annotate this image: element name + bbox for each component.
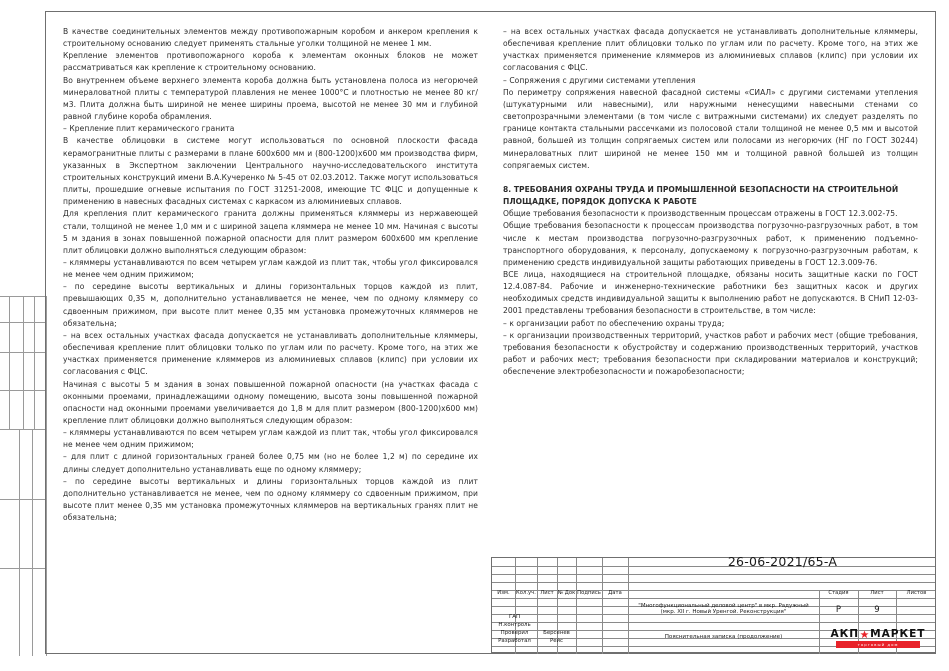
paragraph: Общие требования безопасности к процессам производства погрузочно-разгрузочных работ, в том числе к местам производства погрузочно-разгрузочных работ, к применению подъемно-транспортного оборудования, к персоналу, допускаемому к погрузочно-разгрузочным работам, к применению средств индивидуальной защиты работающих приведены в ГОСТ 12.3.009-76. [503, 221, 918, 267]
sheets-header: Листов [906, 590, 927, 597]
list-item: – на всех остальных участках фасада допускается не устанавливать дополнительные кляммеры, обеспечивая крепление плит облицовки только по углам или по расчету. Кроме того, на этих же участках применяется применение кляммеров из алюминиевых сплавов (клипс) при условии их согласования с ФЦС. [63, 330, 478, 377]
list-item: – по середине высоты вертикальных и длины горизонтальных торцов каждой из плит дополнительно устанавливается не менее, чем по одному кляммеру со сдвоенным прижимом, при высоте плит менее 0,35 мм установка промежуточных кляммеров на вертикальных гранях плит не обязательна; [63, 476, 478, 523]
role-label-developed: Разработал [498, 638, 531, 645]
paragraph: Крепление элементов противопожарного короба к элементам оконных блоков не может рассматриваться как крепление к строительному основанию. [63, 51, 478, 73]
role-name [537, 598, 576, 606]
sheet-header: Лист [870, 590, 884, 597]
list-item: – по середине высоты вертикальных и длины горизонтальных торцов каждой из плит, превышающих 0,35 м, дополнительно устанавливается не менее, чем по одному кляммеру со сдвоенным прижимом, при высоте плит менее 0,35 мм установка промежуточных кляммеров не обязательна; [63, 282, 478, 328]
role-label-checked: Проверил [500, 630, 529, 637]
role-label-ncontrol: Н.контроль [498, 622, 531, 629]
subheading: – Крепление плит керамического гранита [63, 124, 235, 134]
object-name: "Многофункциональный деловой центр" в мкр. Радужный (мкр. XII г. Новый Уренгой. Реконструкция" [638, 603, 809, 615]
sheets-value [896, 598, 937, 622]
text-columns [63, 26, 919, 546]
column-header-list: Лист [540, 590, 554, 597]
right-text-column [503, 26, 918, 546]
paragraph: Начиная с высоты 5 м здания в зонах повышенной пожарной опасности (на участках фасада с оконными проемами, принадлежащими одному помещению, высота зоны повышенной пожарной опасности над оконными проемами увеличивается до 1,8 м для плит размером (800-1200)x600 мм) крепление плит облицовки должно выполняться следующим образом: [63, 379, 478, 425]
list-item: – на всех остальных участках фасада допускается не устанавливать дополнительные кляммеры, обеспечивая крепление плит облицовки только по углам или по расчету. Кроме того, на этих же участках применяется применение кляммеров из алюминиевых сплавов (клипс) при условии их согласования с ФЦС. [503, 27, 918, 73]
column-header-kol-uch: Кол.уч. [516, 590, 536, 597]
paragraph: В качестве облицовки в системе могут использоваться по основной плоскости фасада керамогранитные плиты с размерами в плане 600x600 мм и (800-1200)x600 мм производства фирм, указанных в Экспертном заключении Центрального научно-исследовательского института строительных конструкций имени В.А.Кучеренко № 5-45 от 02.03.2012. Также могут использоваться плиты, прошедшие огневые испытания по ГОСТ 31251-2008, имеющие ТС ФЦС и допущенные к применению в навесных фасадных системах с каркасом из алюминиевых сплавов. [63, 136, 478, 207]
logo-wordmark [831, 628, 926, 640]
left-margin-stamp [0, 296, 47, 656]
role-name [537, 614, 576, 622]
list-item: – к организации производственных территорий, участков работ и рабочих мест (общие требования, требования безопасности к обустройству и содержанию производственных территорий, участков работ и рабочих мест; требования безопасности при складировании материалов и конструкций; обеспечение электробезопасности и пожаробезопасности; [503, 330, 918, 377]
sheet-value: 9 [874, 604, 880, 615]
role-label [492, 598, 537, 606]
stage-header: Стадия [828, 590, 849, 597]
role-name [537, 622, 576, 630]
left-text-column [63, 26, 478, 546]
company-logo [819, 622, 937, 654]
column-header-date: Дата [608, 590, 622, 597]
column-header-izm: Изм. [497, 590, 510, 597]
document-number: 26-06-2021/65-A [727, 554, 838, 570]
paragraph: Во внутреннем объеме верхнего элемента короба должна быть установлена полоса из негорючей минераловатной плиты с температурой плавления не менее 1000°С и плотностью не менее 80 кг/м3. Плита должна быть шириной не менее ширины проема, высотой не менее 30 мм и глубиной равной глубине короба обрамления. [63, 75, 478, 122]
list-item: – кляммеры устанавливаются по всем четырем углам каждой из плит так, чтобы угол фиксировался не менее чем одним прижимом; [63, 257, 478, 280]
list-item: – к организации работ по обеспечению охраны труда; [503, 318, 725, 328]
stage-value: Р [835, 604, 842, 615]
list-item: – кляммеры устанавливаются по всем четырем углам каждой из плит так, чтобы угол фиксировался не менее чем одним прижимом; [63, 428, 478, 450]
section-heading: 8. ТРЕБОВАНИЯ ОХРАНЫ ТРУДА И ПРОМЫШЛЕННОЙ БЕЗОПАСНОСТИ НА СТРОИТЕЛЬНОЙ ПЛОЩАДКЕ, ПОРЯДОК ДОПУСКА К РАБОТЕ [503, 184, 899, 207]
paragraph: По периметру сопряжения навесной фасадной системы «СИАЛ» с другими системами утепления (штукатурными или навесными), или наружными ненесущими навесными стенами со светопрозрачными элементами (в том числе с витражными системами) их следует разделять по границе контакта стальными рассечками из полосовой стали толщиной не менее 0,5 мм и высотой равной, большей из толщин сопрягаемых систем или полосами из негорючих (НГ по ГОСТ 30244) минераловатных плит шириной не менее 150 мм и толщиной равной большей из толщин сопрягаемых систем. [503, 87, 918, 170]
column-header-signature: Подпись [577, 590, 601, 597]
logo-tagline-bar [836, 641, 920, 648]
paragraph: В качестве соединительных элементов между противопожарным коробом и анкером крепления к строительному основанию следует применять стальные уголки толщиной не менее 1 мм. [63, 27, 478, 49]
subheading: – Сопряжения с другими системами утепления [503, 75, 696, 85]
column-header-doc-no: № Док [557, 590, 576, 597]
logo-text-market: МАРКЕТ [870, 627, 926, 640]
role-label [492, 606, 537, 614]
title-block [491, 554, 936, 653]
list-item: – для плит с длиной горизонтальных граней более 0,75 мм (но не более 1,2 м) по середине их длины следует дополнительно устанавливать еще по одному кляммеру; [63, 452, 478, 474]
role-name-checked: Берсенев [543, 630, 570, 637]
role-label-gap: ГАП [508, 614, 521, 621]
logo-tagline: торговый дом [857, 642, 899, 648]
star-icon [860, 630, 869, 639]
role-name-developed: Рейс [549, 638, 564, 645]
paragraph: ВСЕ лица, находящиеся на строительной площадке, обязаны носить защитные каски по ГОСТ 12.4.087-84. Рабочие и инженерно-технические работники без защитных касок и других необходимых средств индивидуальной защиты к выполнению работ не допускаются. В СНиП 12-03-2001 представлены требования безопасности в строительстве, в том числе: [503, 269, 918, 316]
logo-text-akp: АКП [830, 627, 860, 640]
paragraph: Для крепления плит керамического гранита должны применяться кляммеры из нержавеющей стали, толщиной не менее 1,0 мм и с шириной зацепа кляммера не менее 10 мм. Начиная с высоты 5 м здания в зонах повышенной пожарной опасности для плит размером 600x600 мм крепление плит облицовки должно выполняться следующим образом: [63, 209, 478, 255]
document-title: Пояснительная записка (продолжение) [664, 634, 783, 641]
role-name [537, 606, 576, 614]
paragraph: Общие требования безопасности к производственным процессам отражены в ГОСТ 12.3.002-75. [503, 209, 898, 219]
